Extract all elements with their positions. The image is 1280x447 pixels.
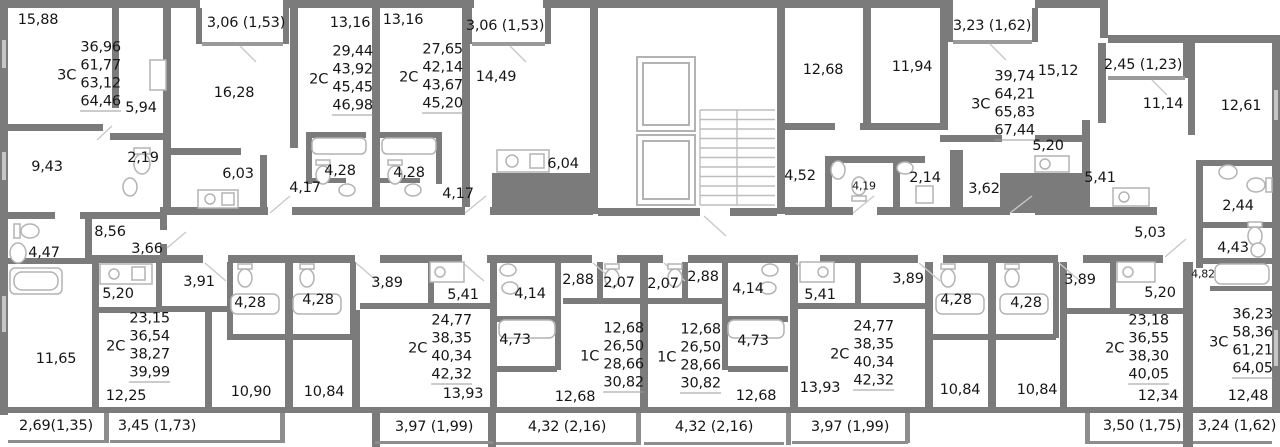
apartment-areas-block: [580, 320, 644, 393]
apartment-area-value: 23,15: [129, 310, 170, 327]
balcony-area-label: 2,45 (1,23): [1103, 57, 1183, 73]
apartment-area-value: 38,27: [129, 346, 170, 363]
room-area-label: 12,68: [735, 388, 777, 404]
apartment-area-value: 26,50: [680, 339, 721, 356]
apartment-areas-block: [106, 310, 170, 383]
balcony-area-label: 3,97 (1,99): [394, 419, 474, 435]
apartment-areas-block: [408, 312, 472, 385]
apartment-area-value: 24,77: [853, 318, 894, 335]
room-area-label: 4,28: [324, 163, 356, 179]
room-area-label: 4,43: [1217, 240, 1249, 256]
room-area-label: 10,90: [230, 384, 272, 400]
balcony-area-label: 3,23 (1,62): [952, 18, 1032, 34]
room-area-label: 5,20: [102, 286, 134, 302]
apartment-areas-block: [830, 318, 894, 391]
room-area-label: 2,14: [909, 170, 941, 186]
apartment-area-value: 24,77: [431, 312, 472, 329]
apartment-area-value: 12,68: [680, 321, 721, 338]
room-area-label: 4,14: [732, 281, 764, 297]
balcony-area-label: 3,06 (1,53): [465, 18, 545, 34]
room-area-label: 16,28: [213, 85, 255, 101]
room-area-label: 12,48: [1227, 388, 1269, 404]
room-area-label: 14,49: [475, 69, 517, 85]
room-area-label: 4,17: [442, 186, 474, 202]
room-area-label: 4,19: [852, 179, 876, 193]
room-area-label: 13,16: [329, 15, 371, 31]
apartment-areas-block: [399, 41, 463, 114]
apartment-area-value: 36,23: [1232, 306, 1273, 323]
apartment-type-label: 2С: [408, 340, 428, 356]
apartment-area-value: 46,98: [332, 97, 373, 114]
room-area-label: 13,93: [799, 380, 841, 396]
room-area-label: 13,16: [382, 12, 424, 28]
apartment-area-value: 63,12: [80, 75, 121, 92]
apartment-type-label: 2С: [830, 346, 850, 362]
room-area-label: 4,28: [234, 295, 266, 311]
room-area-label: 4,17: [289, 180, 321, 196]
room-area-label: 5,41: [804, 287, 836, 303]
room-area-label: 2,88: [687, 269, 719, 285]
apartment-area-value: 36,54: [129, 328, 170, 345]
room-area-label: 3,91: [183, 274, 215, 290]
apartment-type-label: 1С: [580, 348, 600, 364]
room-area-label: 9,43: [31, 159, 63, 175]
apartment-area-value: 29,44: [332, 43, 373, 60]
apartment-area-value: 42,14: [422, 59, 463, 76]
apartment-area-value: 38,30: [1128, 348, 1169, 365]
apartment-area-value: 30,82: [603, 374, 644, 391]
apartment-area-value: 39,99: [129, 364, 170, 381]
apartment-areas-block: [1209, 306, 1273, 379]
apartment-area-value: 23,18: [1128, 312, 1169, 329]
apartment-type-label: 2С: [399, 69, 419, 85]
apartment-area-value: 27,65: [422, 41, 463, 58]
apartment-area-value: 43,92: [332, 61, 373, 78]
balcony-area-label: 3,06 (1,53): [206, 15, 286, 31]
room-area-label: 4,82: [1191, 267, 1215, 281]
room-area-label: 4,73: [499, 332, 531, 348]
room-area-label: 3,89: [1064, 272, 1096, 288]
apartment-area-value: 30,82: [680, 375, 721, 392]
apartment-areas-block: [657, 321, 721, 394]
room-area-label: 3,89: [892, 271, 924, 287]
apartment-area-value: 36,55: [1128, 330, 1169, 347]
room-area-label: 5,20: [1144, 285, 1176, 301]
apartment-type-label: 2С: [309, 71, 329, 87]
apartment-area-value: 42,32: [431, 366, 472, 383]
room-area-label: 15,12: [1037, 63, 1079, 79]
apartment-area-value: 38,35: [431, 330, 472, 347]
apartment-type-label: 2С: [1105, 340, 1125, 356]
balcony-area-label: 4,32 (2,16): [527, 419, 607, 435]
room-area-label: 3,62: [968, 181, 1000, 197]
room-area-label: 4,47: [28, 245, 60, 261]
room-area-label: 5,94: [125, 100, 157, 116]
apartment-area-value: 43,67: [422, 77, 463, 94]
apartment-area-value: 58,36: [1232, 324, 1273, 341]
room-area-label: 5,20: [1032, 138, 1064, 154]
room-area-label: 6,03: [222, 166, 254, 182]
apartment-area-value: 45,20: [422, 95, 463, 112]
balcony-area-label: 3,97 (1,99): [810, 419, 890, 435]
apartment-area-value: 65,83: [994, 104, 1035, 121]
apartment-area-value: 40,34: [853, 354, 894, 371]
room-area-label: 15,88: [17, 12, 59, 28]
room-area-label: 12,68: [802, 62, 844, 78]
room-area-label: 11,14: [1142, 96, 1184, 112]
room-area-label: 3,89: [371, 275, 403, 291]
room-area-label: 11,65: [35, 351, 77, 367]
apartment-area-value: 67,44: [994, 122, 1035, 139]
room-area-label: 2,44: [1222, 198, 1254, 214]
room-area-label: 4,28: [1010, 295, 1042, 311]
room-area-label: 4,28: [302, 292, 334, 308]
apartment-type-label: 1С: [657, 349, 677, 365]
apartment-area-value: 40,05: [1128, 366, 1169, 383]
apartment-area-value: 28,66: [603, 356, 644, 373]
apartment-areas-block: [57, 39, 121, 112]
apartment-area-value: 42,32: [853, 372, 894, 389]
room-area-label: 8,56: [94, 224, 126, 240]
room-area-label: 4,28: [393, 165, 425, 181]
apartment-area-value: 64,21: [994, 86, 1035, 103]
balcony-area-label: 3,24 (1,62): [1197, 418, 1277, 434]
apartment-area-value: 38,35: [853, 336, 894, 353]
balcony-area-label: 3,50 (1,75): [1102, 418, 1182, 434]
apartment-area-value: 64,05: [1232, 360, 1273, 377]
room-area-label: 2,19: [127, 150, 159, 166]
room-area-label: 12,68: [554, 389, 596, 405]
apartment-type-label: 3С: [57, 67, 77, 83]
apartment-type-label: 3С: [971, 96, 991, 112]
apartment-area-value: 39,74: [994, 68, 1035, 85]
room-area-label: 6,04: [547, 156, 579, 172]
apartment-type-label: 3С: [1209, 334, 1229, 350]
room-area-label: 4,73: [737, 333, 769, 349]
room-area-label: 5,41: [447, 287, 479, 303]
balcony-area-label: 4,32 (2,16): [674, 419, 754, 435]
apartment-area-value: 28,66: [680, 357, 721, 374]
room-area-label: 13,93: [442, 386, 484, 402]
room-area-label: 12,34: [1137, 388, 1179, 404]
room-area-label: 10,84: [939, 382, 981, 398]
room-area-label: 5,03: [1134, 225, 1166, 241]
room-area-label: 3,66: [131, 241, 163, 257]
apartment-areas-block: [971, 68, 1035, 141]
room-area-label: 12,61: [1220, 98, 1262, 114]
apartment-type-label: 2С: [106, 338, 126, 354]
apartment-area-value: 12,68: [603, 320, 644, 337]
apartment-area-value: 64,46: [80, 93, 121, 110]
apartment-area-value: 61,77: [80, 57, 121, 74]
apartment-area-value: 40,34: [431, 348, 472, 365]
apartment-area-value: 36,96: [80, 39, 121, 56]
apartment-area-value: 61,21: [1232, 342, 1273, 359]
apartment-areas-block: [309, 43, 373, 116]
room-area-label: 5,41: [1084, 170, 1116, 186]
room-area-label: 12,25: [105, 388, 147, 404]
room-area-label: 10,84: [1016, 382, 1058, 398]
balcony-area-label: 3,45 (1,73): [117, 418, 197, 434]
apartment-area-value: 45,45: [332, 79, 373, 96]
room-area-label: 4,52: [784, 168, 816, 184]
balcony-area-label: 2,69(1,35): [19, 418, 93, 434]
room-area-label: 2,07: [647, 276, 679, 292]
apartment-area-value: 26,50: [603, 338, 644, 355]
room-area-label: 10,84: [303, 384, 345, 400]
apartment-areas-block: [1105, 312, 1169, 385]
room-area-label: 2,88: [562, 272, 594, 288]
room-area-label: 2,07: [603, 275, 635, 291]
room-area-label: 11,94: [891, 59, 933, 75]
room-area-label: 4,14: [514, 286, 546, 302]
room-area-label: 4,28: [940, 292, 972, 308]
